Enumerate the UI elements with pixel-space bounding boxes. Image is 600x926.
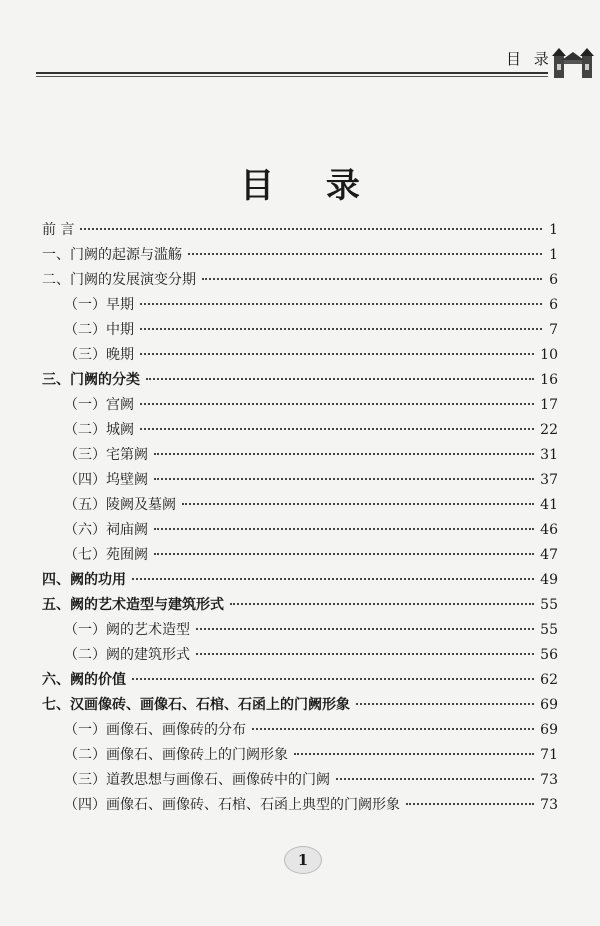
gate-tower-icon: [552, 42, 594, 80]
toc-leader-dots: [140, 353, 534, 355]
toc-entry-title: 二、门阙的发展演变分期: [42, 272, 196, 288]
toc-entry-page: 22: [540, 422, 558, 438]
toc-entry-page: 31: [540, 447, 558, 463]
toc-entry-page: 69: [540, 722, 558, 738]
toc-entry-page: 10: [540, 347, 558, 363]
toc-entry[interactable]: [42, 343, 558, 368]
toc-entry-page: 7: [549, 322, 558, 338]
toc-entry-title: （二）阙的建筑形式: [64, 647, 190, 663]
toc-entry[interactable]: [42, 368, 558, 393]
toc-entry-page: 37: [540, 472, 558, 488]
header-rule: [36, 72, 548, 74]
toc-entry[interactable]: [42, 593, 558, 618]
toc-entry[interactable]: [42, 543, 558, 568]
toc-entry-title: （四）画像石、画像砖、石棺、石函上典型的门阙形象: [64, 797, 400, 813]
toc-entry[interactable]: [42, 493, 558, 518]
toc-entry-title: （二）画像石、画像砖上的门阙形象: [64, 747, 288, 763]
toc-leader-dots: [202, 278, 542, 280]
toc-leader-dots: [356, 703, 534, 705]
toc-entry[interactable]: [42, 693, 558, 718]
toc-leader-dots: [230, 603, 534, 605]
toc-entry-page: 73: [540, 772, 558, 788]
toc-leader-dots: [196, 628, 534, 630]
toc-entry-title: 四、阙的功用: [42, 572, 126, 588]
toc-entry[interactable]: [42, 718, 558, 743]
toc-entry[interactable]: [42, 768, 558, 793]
toc-entry-title: （一）早期: [64, 297, 134, 313]
toc-entry[interactable]: [42, 743, 558, 768]
toc-entry[interactable]: [42, 468, 558, 493]
toc-entry-title: 七、汉画像砖、画像石、石棺、石函上的门阙形象: [42, 697, 350, 713]
toc-entry[interactable]: [42, 793, 558, 818]
toc-entry-title: （三）宅第阙: [64, 447, 148, 463]
toc-entry-page: 62: [540, 672, 558, 688]
toc-entry-page: 46: [540, 522, 558, 538]
toc-leader-dots: [252, 728, 534, 730]
toc-leader-dots: [154, 528, 534, 530]
toc-leader-dots: [132, 578, 534, 580]
toc-entry-page: 49: [540, 572, 558, 588]
toc-entry[interactable]: [42, 393, 558, 418]
toc-entry-page: 17: [540, 397, 558, 413]
toc-entry-title: 前 言: [42, 222, 75, 238]
toc-leader-dots: [196, 653, 534, 655]
toc-entry-page: 69: [540, 697, 558, 713]
toc-entry-title: （五）陵阙及墓阙: [64, 497, 176, 513]
page-number: 1: [284, 846, 322, 874]
toc-leader-dots: [188, 253, 542, 255]
toc-entry-page: 73: [540, 797, 558, 813]
toc-leader-dots: [146, 378, 534, 380]
toc-entry-title: （四）坞壁阙: [64, 472, 148, 488]
toc-entry-page: 56: [540, 647, 558, 663]
toc-leader-dots: [336, 778, 534, 780]
page-title: 目 录: [240, 166, 380, 206]
toc-entry-title: 五、阙的艺术造型与建筑形式: [42, 597, 224, 613]
toc-entry[interactable]: [42, 643, 558, 668]
toc-entry[interactable]: [42, 668, 558, 693]
toc-entry[interactable]: [42, 418, 558, 443]
toc-entry[interactable]: [42, 568, 558, 593]
toc-entry[interactable]: [42, 318, 558, 343]
toc-leader-dots: [80, 228, 542, 230]
header-rule-thin: [36, 76, 548, 77]
toc-entry-title: （七）苑囿阙: [64, 547, 148, 563]
toc-leader-dots: [154, 553, 534, 555]
toc-entry-page: 47: [540, 547, 558, 563]
toc-entry-title: （三）道教思想与画像石、画像砖中的门阙: [64, 772, 330, 788]
toc-entry-title: （一）宫阙: [64, 397, 134, 413]
toc-entry-page: 55: [540, 622, 558, 638]
toc-entry-title: （一）画像石、画像砖的分布: [64, 722, 246, 738]
toc-entry-page: 6: [549, 272, 558, 288]
toc-leader-dots: [140, 403, 534, 405]
toc-leader-dots: [154, 453, 534, 455]
toc-entry[interactable]: [42, 218, 558, 243]
toc-entry-title: 三、门阙的分类: [42, 372, 140, 388]
toc-entry-title: （三）晚期: [64, 347, 134, 363]
toc-entry-title: 一、门阙的起源与滥觞: [42, 247, 182, 263]
toc-entry-page: 16: [540, 372, 558, 388]
toc-entry-page: 6: [549, 297, 558, 313]
toc-entry-title: （六）祠庙阙: [64, 522, 148, 538]
toc-entry-title: （二）城阙: [64, 422, 134, 438]
toc-entry[interactable]: [42, 268, 558, 293]
toc-entry-page: 41: [540, 497, 558, 513]
toc-entry[interactable]: [42, 293, 558, 318]
toc-entry-page: 71: [540, 747, 558, 763]
toc-entry-page: 55: [540, 597, 558, 613]
toc-leader-dots: [132, 678, 534, 680]
toc-entry[interactable]: [42, 443, 558, 468]
toc-leader-dots: [406, 803, 534, 805]
toc-leader-dots: [294, 753, 534, 755]
toc-leader-dots: [154, 478, 534, 480]
toc-entry[interactable]: [42, 618, 558, 643]
toc-entry-title: （二）中期: [64, 322, 134, 338]
toc-leader-dots: [182, 503, 534, 505]
toc-leader-dots: [140, 428, 534, 430]
toc-entry[interactable]: [42, 243, 558, 268]
toc-entry-title: 六、阙的价值: [42, 672, 126, 688]
running-header-label: 目 录: [506, 50, 553, 68]
toc-leader-dots: [140, 303, 542, 305]
table-of-contents: [42, 218, 558, 818]
toc-leader-dots: [140, 328, 542, 330]
toc-entry-page: 1: [549, 222, 558, 238]
toc-entry-page: 1: [549, 247, 558, 263]
toc-entry-title: （一）阙的艺术造型: [64, 622, 190, 638]
toc-entry[interactable]: [42, 518, 558, 543]
